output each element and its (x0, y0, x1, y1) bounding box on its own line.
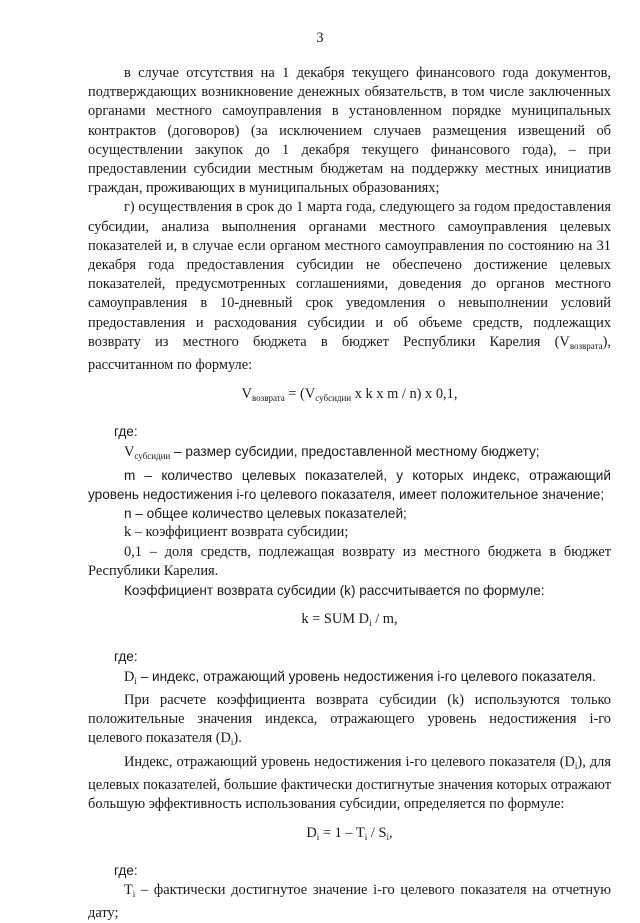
page-number: 3 (316, 30, 324, 46)
formula-di: $D_i = 1 - T_i / S_i$, (306, 825, 393, 843)
definition-share: 0,1 – доля средств, подлежащая возврату из местного бюджета в бюджет Республики Карелия. (88, 543, 611, 579)
paragraph-analysis (88, 198, 611, 375)
where-label-1: где: (114, 424, 138, 440)
paragraph-analysis-end: ), рассчитанном по формуле: (88, 333, 611, 374)
formula-k: k = SUM $D_i$ / m, (301, 611, 398, 629)
paragraph-coefficient: Коэффициент возврата субсидии (k) рассчитывается по формуле: (124, 583, 545, 599)
document-body (88, 64, 611, 923)
definition-m: m – количество целевых показателей, у которых индекс, отражающий уровень недостижения i-го целевого показателя, имеет положительное значение; (88, 467, 611, 503)
paragraph-no-documents: в случае отсутствия на 1 декабря текущего финансового года документов, подтверждающих возникновение денежных обязательств, в том числе заключенных органами местного самоуправления в установленном порядке муниципальных контрактов (договоров) (за исключением случаев размещения извещений об осуществлении закупок до 1 декабря текущего финансового года), – при предоставлении субсидии местным бюджетам на поддержку местных инициатив граждан, проживающих в муниципальных образованиях; (88, 65, 611, 197)
definition-v-subsidy: $V_{субсидии}$ – размер субсидии, предоставленной местному бюджету; (124, 443, 540, 461)
where-label-2: где: (114, 649, 138, 665)
paragraph-analysis-sub: возврата (569, 340, 603, 351)
definition-n: n – общее количество целевых показателей; (124, 506, 407, 522)
definition-k: k – коэффициент возврата субсидии; (124, 524, 349, 541)
paragraph-index: Индекс, отражающий уровень недостижения i-го целевого показателя $(D_i)$, для целевых показателей, большие фактически достигнутые значения которых отражают большую эффективность использования субсидии, определяется по формуле: (88, 753, 611, 812)
definition-ti: $T_i$ – фактически достигнутое значение i-го целевого показателя на отчетную дату; (88, 881, 611, 921)
paragraph-analysis-main: г) осуществления в срок до 1 марта года, следующего за годом предоставления субсидии, анализа выполнения органами местного самоуправления целевых показателей и, в случае если органом местного самоуправления по состоянию на 31 декабря года предоставления субсидии не обеспечено достижение целевых показателей, предусмотренных соглашениями, доведения до органов местного самоуправления в 10-дневный срок уведомления о невыполнении условий предоставления и расходования субсидии и об объеме средств, подлежащих возврату из местного бюджета в бюджет Республики Карелия (V (88, 199, 611, 350)
definition-di: $D_i$ – индекс, отражающий уровень недостижения i-го целевого показателя. (124, 668, 596, 686)
where-label-3: где: (114, 863, 138, 879)
formula-refund: $V_{возврата} = (V_{субсидии}$ x k x m / n) x 0,1, (241, 386, 458, 404)
paragraph-calculation: При расчете коэффициента возврата субсидии (k) используются только положительные значения индекса, отражающего уровень недостижения i-го целевого показателя $(D_i)$. (88, 691, 611, 748)
